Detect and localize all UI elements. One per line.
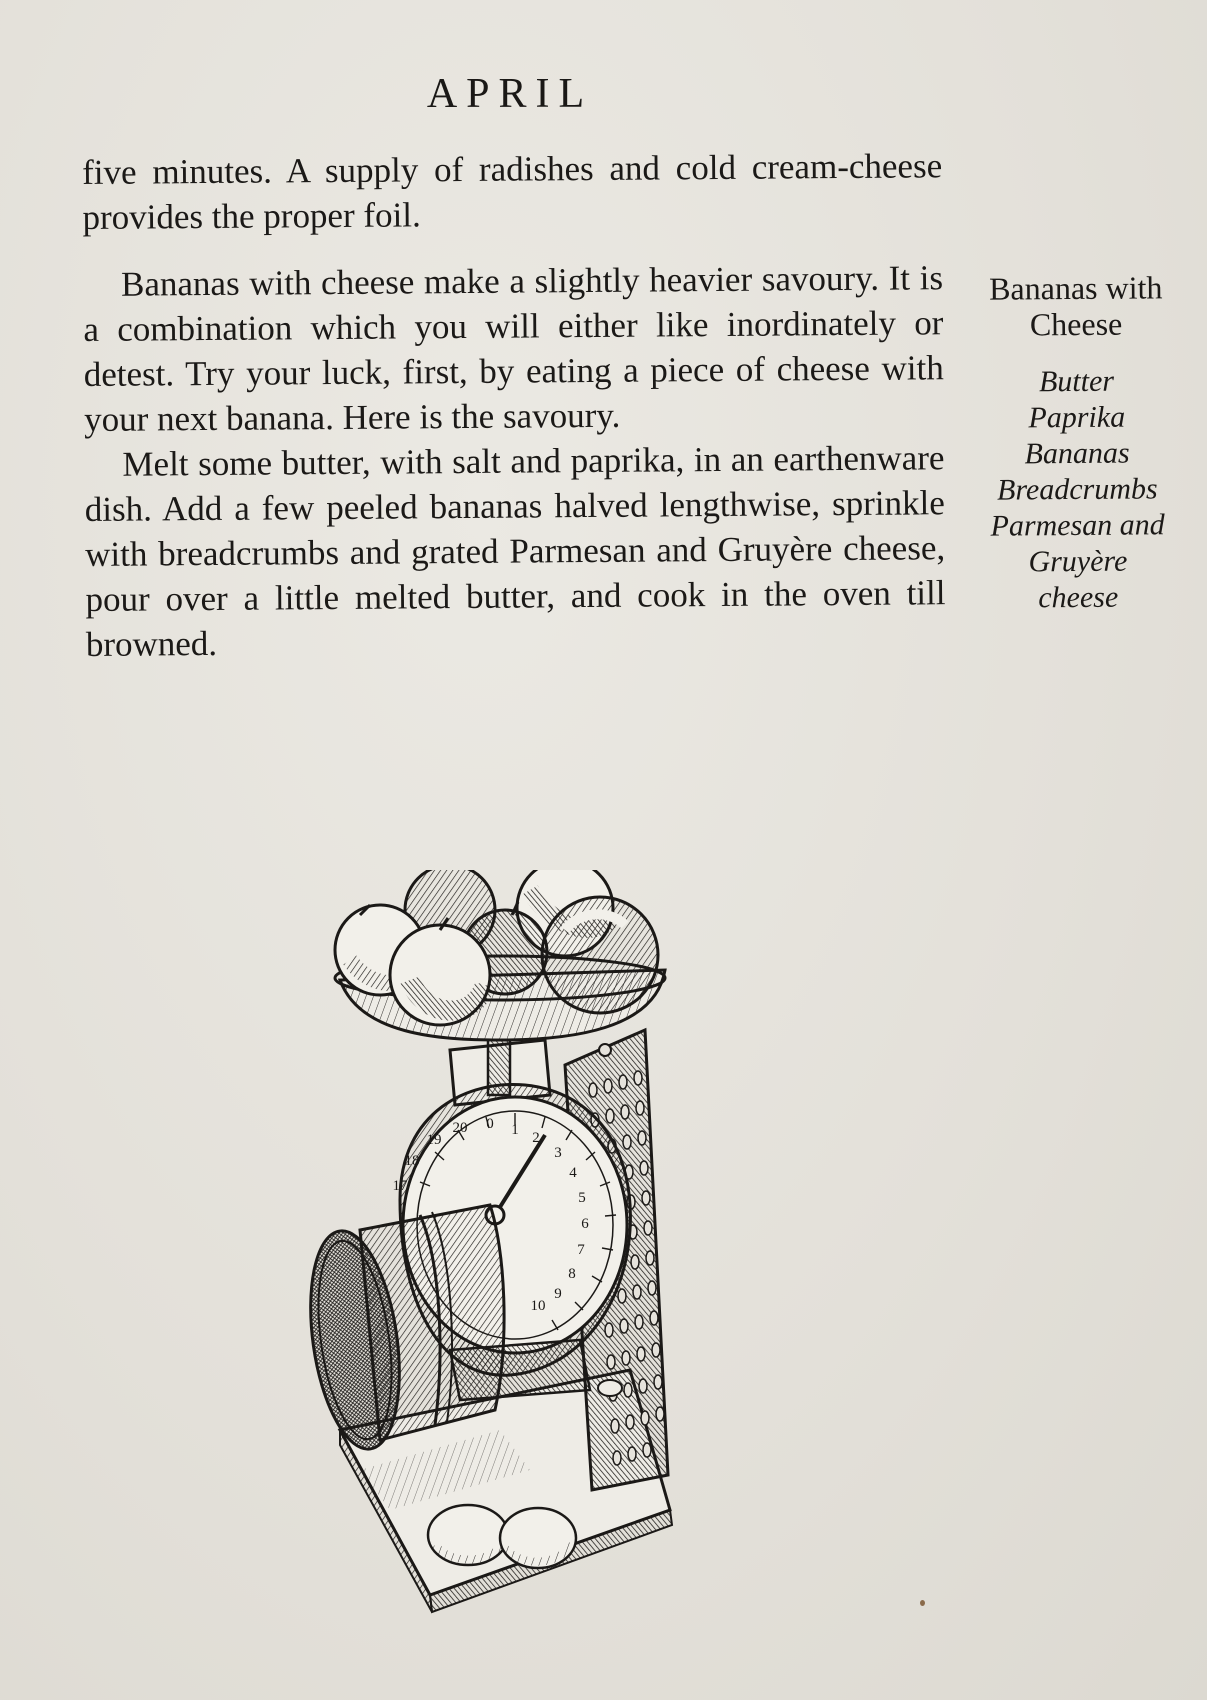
dial-number: 4 xyxy=(569,1165,577,1181)
dial-number: 18 xyxy=(404,1153,420,1169)
kitchen-scale-illustration xyxy=(300,870,740,1640)
paragraph-bananas-intro: Bananas with cheese make a slightly heavier savoury. It is a combination which you will either like inordinately or detest. Try your luck, first, by eating a piece of cheese with your next banana. Here is the savoury. xyxy=(83,258,944,439)
ingredient-item: Bananas xyxy=(1024,436,1130,471)
scale-pan-with-apples xyxy=(335,870,665,1040)
ingredient-item: Gruyère xyxy=(1028,544,1128,579)
ingredient-item: Paprika xyxy=(1028,400,1126,435)
sidenote-heading-line1: Bananas with xyxy=(988,269,1163,307)
dial-number: 0 xyxy=(486,1116,494,1132)
ingredient-item: cheese xyxy=(1038,580,1119,615)
paper-speck xyxy=(920,1600,925,1606)
dial-number: 17 xyxy=(392,1178,408,1194)
dial-number: 8 xyxy=(568,1266,576,1282)
dial-number: 20 xyxy=(452,1120,468,1136)
dial-number: 2 xyxy=(532,1130,540,1146)
running-head: APRIL xyxy=(426,71,594,117)
dial-number: 3 xyxy=(554,1145,562,1161)
ingredient-item: Parmesan and xyxy=(990,508,1165,543)
dial-number: 1 xyxy=(511,1122,519,1138)
ingredient-item: Butter xyxy=(1038,364,1115,399)
dial-number: 7 xyxy=(577,1242,585,1258)
dial-number: 9 xyxy=(554,1286,562,1302)
paragraph-recipe: Melt some butter, with salt and paprika, in an earthenware dish. Add a few peeled bananas halved lengthwise, sprinkle with breadcrumbs and grated Parmesan and Gruyère cheese, pour over a little melted butter, and cook in the oven till browned. xyxy=(84,438,946,664)
sidenote-heading xyxy=(957,269,1196,343)
ingredient-item: Breadcrumbs xyxy=(996,472,1158,507)
dial-number: 5 xyxy=(578,1190,586,1206)
sidenote-heading-line2: Cheese xyxy=(1029,305,1123,343)
dial-number: 19 xyxy=(426,1132,442,1148)
body-text xyxy=(82,143,946,667)
paragraph-continuation: five minutes. A supply of radishes and cold cream-cheese provides the proper foil. xyxy=(82,146,943,237)
dial-number: 10 xyxy=(530,1298,546,1314)
recipe-sidenote xyxy=(957,269,1198,617)
dial-number: 6 xyxy=(581,1216,589,1232)
ingredient-list xyxy=(957,363,1197,617)
